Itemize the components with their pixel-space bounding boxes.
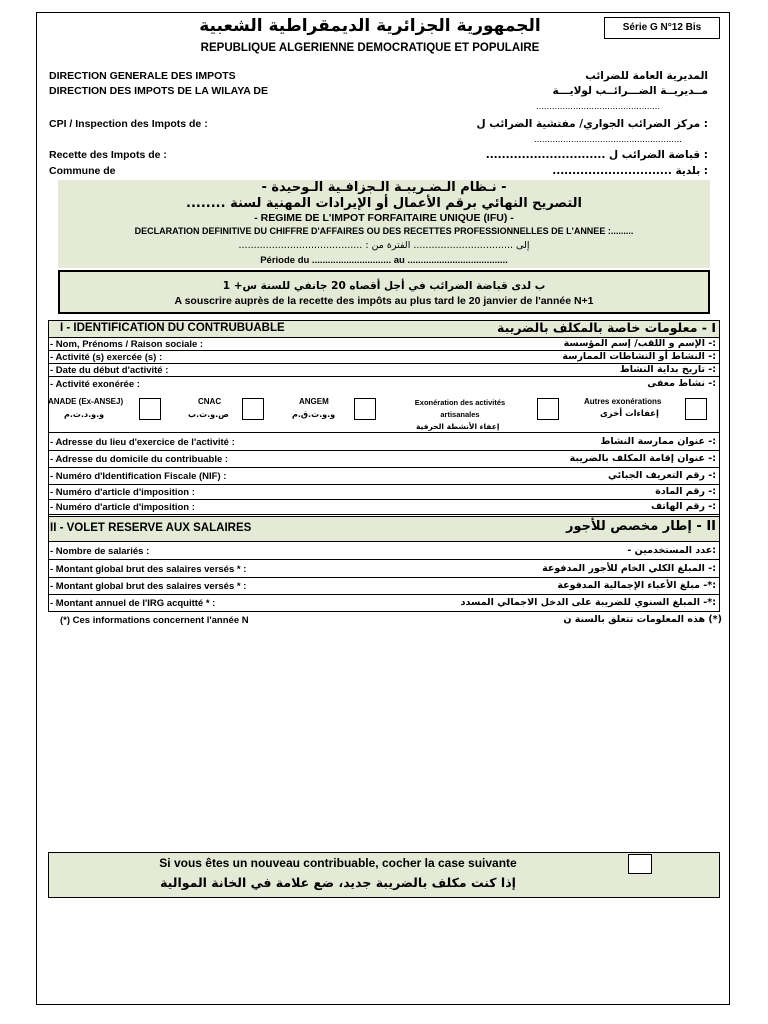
field-irg-label: - Montant annuel de l'IRG acquitté * : <box>50 598 216 609</box>
field-activity-label: - Activité (s) exercée (s) : <box>50 352 163 363</box>
footnote-ar: (*) هذه المعلومات تتعلق بالسنة ن <box>563 614 722 625</box>
new-contributor-checkbox[interactable] <box>628 854 652 874</box>
field-home-address-label: - Adresse du domicile du contribuable : <box>50 454 229 465</box>
field-total-charges-label: - Montant global brut des salaires versés * : <box>50 581 247 592</box>
exo-angem-label-ar: و.و.ت.ق.م <box>292 410 336 419</box>
commune-label-ar: : بلدية .............................. <box>552 165 708 177</box>
exo-anade-label: ANADE (Ex-ANSEJ) <box>48 397 124 406</box>
section-2-title-ar: II - إطار مخصص للأجور <box>566 519 716 534</box>
section-2-title-fr: II - VOLET RESERVE AUX SALAIRES <box>50 522 252 534</box>
field-employees-label-ar: :عدد المستخدمين - <box>627 545 716 556</box>
recette-label-ar: : قباضة الضرائب ل .............................. <box>485 149 708 161</box>
field-name[interactable] <box>48 338 720 351</box>
dwi-label: DIRECTION DES IMPOTS DE LA WILAYA DE <box>49 85 268 97</box>
field-activity-address-label: - Adresse du lieu d'exercice de l'activité : <box>50 437 235 448</box>
serie-badge: Série G N°12 Bis <box>604 17 720 39</box>
cpi-label-ar: : مركز الضرائب الجواري/ مفتشية الضرائب ل <box>476 118 708 130</box>
exo-angem-label: ANGEM <box>299 397 329 406</box>
section-1-title-fr: I - IDENTIFICATION DU CONTRUBUABLE <box>60 322 285 334</box>
field-irg-label-ar: :*- المبلغ السنوي للضريبة على الدخل الاجمالي المسدد <box>460 597 716 608</box>
exo-anade-label-ar: و.و.د.ت.م <box>64 410 105 419</box>
field-phone-label-ar: :- رقم الهاتف <box>650 501 716 512</box>
title-french: REPUBLIQUE ALGERIENNE DEMOCRATIQUE ET POPULAIRE <box>200 42 540 54</box>
field-phone-label: - Numéro d'article d'imposition : <box>50 502 195 513</box>
field-name-label: - Nom, Prénoms / Raison sociale : <box>50 339 204 350</box>
dgi-label-ar: المديرية العامة للضرائب <box>585 70 708 82</box>
exo-artisan-label: Exonération des activités artisanales <box>414 398 506 419</box>
title-arabic: الجمهورية الجزائرية الديمقراطية الشعبية <box>199 16 541 36</box>
new-contributor-ar: إذا كنت مكلف بالضريبة جديد، ضع علامة في الخانة الموالية <box>160 875 516 890</box>
field-nif[interactable] <box>48 468 720 485</box>
exo-other-label: Autres exonérations <box>584 397 662 406</box>
period-ar: إلى ................................. الفترة من : ......................................... <box>238 240 530 251</box>
field-activity-address[interactable] <box>48 433 720 451</box>
commune-label: Commune de <box>49 165 116 177</box>
field-article-label-ar: :- رقم المادة <box>655 486 716 497</box>
field-gross-salaries-label-ar: :- المبلغ الكلي الخام للأجور المدفوعة <box>542 563 716 574</box>
wilaya-dots: ............................................... <box>536 101 661 112</box>
field-start-date-label-ar: :- تاريخ بداية النشاط <box>619 364 716 375</box>
dwi-label-ar: مــديريــة الضـــرائــب لولايـــة <box>552 85 708 97</box>
exo-angem-checkbox[interactable] <box>354 398 376 420</box>
field-start-date[interactable] <box>48 364 720 377</box>
field-employees[interactable] <box>48 542 720 560</box>
cpi-label: CPI / Inspection des Impots de : <box>49 118 208 130</box>
field-home-address-label-ar: :- عنوان إقامة المكلف بالضريبة <box>569 453 716 464</box>
field-home-address[interactable] <box>48 451 720 468</box>
exo-cnac-label: CNAC <box>198 397 222 406</box>
field-total-charges[interactable] <box>48 578 720 595</box>
exo-cnac-label-ar: ص.و.ت.ب <box>188 410 229 419</box>
recette-label: Recette des Impots de : <box>49 149 167 161</box>
field-article-label: - Numéro d'article d'imposition : <box>50 487 195 498</box>
new-contributor-fr: Si vous êtes un nouveau contribuable, cocher la case suivante <box>159 856 517 870</box>
field-article[interactable] <box>48 485 720 500</box>
footnote-fr: (*) Ces informations concernent l'année N <box>60 615 249 626</box>
field-activity-address-label-ar: :- عنوان ممارسة النشاط <box>600 436 716 447</box>
deadline-notice <box>58 270 710 314</box>
exo-anade-checkbox[interactable] <box>139 398 161 420</box>
declaration-title-ar: التصريح النهائي برقم الأعمال أو الإيرادات المهنية لسنة ........ <box>186 196 582 211</box>
exo-artisan-label-ar: إعفاء الأنشطة الحرفية <box>416 422 500 431</box>
field-nif-label-ar: :- رقم التعريف الجبائي <box>608 470 716 481</box>
field-activity[interactable] <box>48 351 720 364</box>
field-total-charges-label-ar: :*- مبلغ الأعباء الإجمالية المدفوعة <box>557 580 716 591</box>
field-exempt-label: - Activité exonérée : <box>50 379 140 390</box>
declaration-title-fr: DECLARATION DEFINITIVE DU CHIFFRE D'AFFAIRES OU DES RECETTES PROFESSIONNELLES DE L'ANNEE :......... <box>134 226 634 236</box>
field-name-label-ar: :- الإسم و اللقب/ إسم المؤسسة <box>563 338 716 349</box>
field-start-date-label: - Date du début d'activité : <box>50 365 169 376</box>
field-activity-label-ar: :- النشاط أو النشاطات الممارسة <box>562 351 716 362</box>
field-phone[interactable] <box>48 500 720 515</box>
exo-other-checkbox[interactable] <box>685 398 707 420</box>
cpi-dots: ........................................................ <box>534 134 682 145</box>
exo-cnac-checkbox[interactable] <box>242 398 264 420</box>
field-employees-label: - Nombre de salariés : <box>50 546 150 557</box>
field-gross-salaries-label: - Montant global brut des salaires versés * : <box>50 564 247 575</box>
exo-other-label-ar: إعفاءات أخرى <box>600 409 659 419</box>
deadline-notice-fr: A souscrire auprès de la recette des impôts au plus tard le 20 janvier de l'année N+1 <box>174 295 594 307</box>
dgi-label: DIRECTION GENERALE DES IMPOTS <box>49 70 236 82</box>
regime-title-ar: - نـظام الـضـريبـة الـجزافـية الـوحيدة - <box>261 180 507 195</box>
deadline-notice-ar: ب لدى قباضة الضرائب في أجل أقصاه 20 جانفي للسنة س+ 1 <box>222 280 546 292</box>
field-exempt-label-ar: :- نشاط معفى <box>647 378 716 389</box>
field-irg[interactable] <box>48 595 720 612</box>
period-fr: Période du .............................. au ...................................... <box>260 255 508 266</box>
exo-artisan-checkbox[interactable] <box>537 398 559 420</box>
field-gross-salaries[interactable] <box>48 560 720 578</box>
section-1-title-ar: I - معلومات خاصة بالمكلف بالضريبة <box>497 320 716 335</box>
field-nif-label: - Numéro d'Identification Fiscale (NIF) : <box>50 471 227 482</box>
regime-title-fr: - REGIME DE L'IMPOT FORFAITAIRE UNIQUE (IFU) - <box>254 212 514 224</box>
